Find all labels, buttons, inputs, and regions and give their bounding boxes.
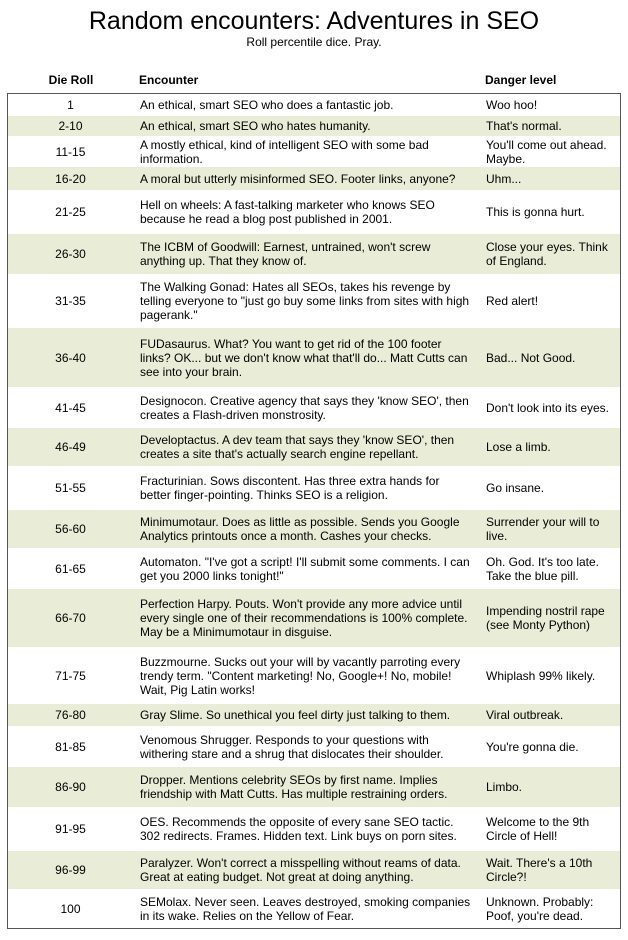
die-roll-cell: 96-99 xyxy=(55,863,86,877)
die-roll-cell: 36-40 xyxy=(55,350,86,365)
danger-cell: Go insane. xyxy=(486,481,545,495)
encounter-cell: Hell on wheels: A fast-talking marketer who knows SEO because he read a blog post published in 2001. xyxy=(140,198,435,226)
table-row xyxy=(8,274,620,328)
die-roll-cell: 86-90 xyxy=(55,780,86,794)
encounter-cell: The Walking Gonad: Hates all SEOs, takes his revenge by telling everyone to "just go buy some links from sites with high pagerank." xyxy=(140,280,470,322)
danger-cell: Impending nostril rape (see Monty Python) xyxy=(486,604,605,632)
danger-cell: Lose a limb. xyxy=(486,440,551,454)
danger-cell: You'll come out ahead. Maybe. xyxy=(486,137,607,166)
die-roll-cell: 66-70 xyxy=(55,611,86,625)
encounter-cell: A mostly ethical, kind of intelligent SEO with some bad information. xyxy=(140,137,429,166)
encounter-cell: FUDasaurus. What? You want to get rid of the 100 footer links? OK... but we don't know what that'll do... Matt Cutts can see into your brain. xyxy=(140,336,468,379)
die-roll-cell: 46-49 xyxy=(55,440,86,454)
encounter-cell: Paralyzer. Won't correct a misspelling without reams of data. Great at eating budget. Not great at doing anything. xyxy=(140,856,461,884)
die-roll-cell: 26-30 xyxy=(55,247,86,261)
die-roll-cell: 2-10 xyxy=(58,119,83,133)
table-row xyxy=(8,548,620,589)
encounter-cell: SEMolax. Never seen. Leaves destroyed, smoking companies in its wake. Relies on the Yellow of Fear. xyxy=(140,894,471,923)
table-row xyxy=(8,851,620,889)
danger-cell: This is gonna hurt. xyxy=(486,205,585,219)
danger-cell: Viral outbreak. xyxy=(486,708,564,722)
danger-cell: Uhm... xyxy=(486,171,522,186)
table-row xyxy=(8,510,620,548)
danger-cell: Welcome to the 9th Circle of Hell! xyxy=(486,815,590,843)
table-row xyxy=(8,428,620,466)
table-row xyxy=(8,234,620,274)
table-row xyxy=(8,328,620,387)
danger-cell: That's normal. xyxy=(486,119,562,133)
encounter-cell: Automaton. "I've got a script! I'll submit some comments. I can get you 2000 links tonight!" xyxy=(140,554,470,583)
die-roll-cell: 91-95 xyxy=(55,822,86,836)
encounter-cell: The ICBM of Goodwill: Earnest, untrained, won't screw anything up. That they know of. xyxy=(140,240,431,268)
die-roll-cell: 31-35 xyxy=(55,294,86,308)
table-row xyxy=(8,387,620,428)
die-roll-cell: 11-15 xyxy=(55,144,86,159)
die-roll-cell: 81-85 xyxy=(55,739,86,754)
table-row xyxy=(8,94,620,116)
encounter-cell: Designocon. Creative agency that says they 'know SEO', then creates a Flash-driven monstrosity. xyxy=(140,393,469,422)
table-row xyxy=(8,136,620,167)
column-header-die-roll: Die Roll xyxy=(48,73,94,87)
danger-cell: Bad... Not Good. xyxy=(486,350,576,365)
die-roll-cell: 100 xyxy=(60,901,81,916)
encounter-cell: Perfection Harpy. Pouts. Won't provide any more advice until every single one of their recommendations is 100% complete. May be a Minimumotaur in disguise. xyxy=(140,597,468,639)
table-row xyxy=(8,889,620,928)
die-roll-cell: 76-80 xyxy=(55,708,86,722)
encounter-cell: Minimumotaur. Does as little as possible. Sends you Google Analytics printouts once a month. Cashes your checks. xyxy=(140,515,460,543)
table-row xyxy=(8,167,620,190)
danger-cell: Red alert! xyxy=(486,294,539,308)
encounter-table xyxy=(7,93,621,929)
encounter-cell: Venomous Shrugger. Responds to your questions with withering stare and a shrug that dislocates their shoulder. xyxy=(140,732,444,761)
encounter-cell: Gray Slime. So unethical you feel dirty just talking to them. xyxy=(140,708,451,722)
encounter-cell: An ethical, smart SEO who does a fantastic job. xyxy=(140,98,394,112)
die-roll-cell: 21-25 xyxy=(55,205,86,219)
danger-cell: Surrender your will to live. xyxy=(486,515,600,543)
table-row xyxy=(8,647,620,704)
table-row xyxy=(8,589,620,647)
column-header-danger-level: Danger level xyxy=(485,73,557,87)
table-row xyxy=(8,704,620,726)
die-roll-cell: 16-20 xyxy=(55,171,86,186)
page-subtitle: Roll percentile dice. Pray. xyxy=(246,35,382,49)
danger-cell: Don't look into its eyes. xyxy=(486,400,610,415)
table-row xyxy=(8,466,620,510)
table-row xyxy=(8,116,620,136)
encounter-cell: OES. Recommends the opposite of every sane SEO tactic. 302 redirects. Frames. Hidden text. Link buys on porn sites. xyxy=(140,815,457,843)
danger-cell: Oh. God. It's too late. Take the blue pill. xyxy=(486,554,600,583)
die-roll-cell: 71-75 xyxy=(55,668,86,683)
page-title: Random encounters: Adventures in SEO xyxy=(88,7,540,35)
encounter-cell: Buzzmourne. Sucks out your will by vacantly parroting every trendy term. "Content marketing! No, Google+! No, mobile! Wait, Pig Latin works! xyxy=(140,654,461,697)
die-roll-cell: 56-60 xyxy=(55,522,86,536)
table-row xyxy=(8,726,620,767)
die-roll-cell: 61-65 xyxy=(55,561,86,576)
encounter-cell: Fracturinian. Sows discontent. Has three extra hands for better finger-pointing. Thinks SEO is a religion. xyxy=(140,474,440,502)
table-row xyxy=(8,807,620,851)
danger-cell: Unknown. Probably: Poof, you're dead. xyxy=(486,894,594,923)
danger-cell: Whiplash 99% likely. xyxy=(486,668,596,683)
danger-cell: You're gonna die. xyxy=(486,739,579,754)
column-header-encounter: Encounter xyxy=(139,73,199,87)
encounter-cell: Dropper. Mentions celebrity SEOs by first name. Implies friendship with Matt Cutts. Has multiple restraining orders. xyxy=(140,773,448,801)
table-row xyxy=(8,190,620,234)
die-roll-cell: 1 xyxy=(67,98,74,112)
danger-cell: Wait. There's a 10th Circle?! xyxy=(486,856,593,884)
die-roll-cell: 41-45 xyxy=(55,400,86,415)
die-roll-cell: 51-55 xyxy=(55,481,86,495)
danger-cell: Close your eyes. Think of England. xyxy=(486,240,608,268)
danger-cell: Woo hoo! xyxy=(486,98,538,112)
encounter-cell: Developtactus. A dev team that says they 'know SEO', then creates a site that's actually search engine repellant. xyxy=(140,433,455,461)
table-row xyxy=(8,767,620,807)
encounter-cell: A moral but utterly misinformed SEO. Footer links, anyone? xyxy=(140,171,456,186)
danger-cell: Limbo. xyxy=(486,780,523,794)
encounter-cell: An ethical, smart SEO who hates humanity. xyxy=(140,119,371,133)
